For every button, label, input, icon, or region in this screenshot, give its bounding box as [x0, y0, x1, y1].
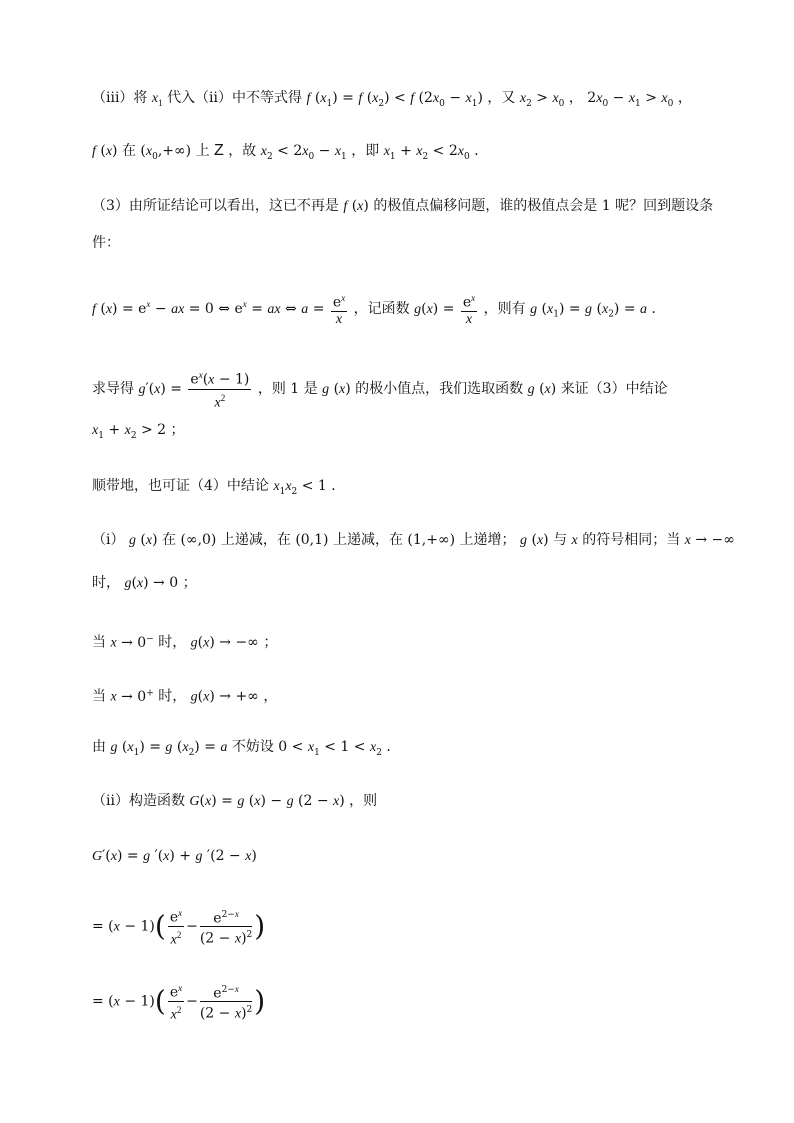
text: ，故	[228, 143, 257, 159]
text: 时，	[158, 634, 187, 651]
text-line-11: 当 x → 0− 时， g(x) → −∞ ；	[92, 634, 278, 651]
fraction: $\frac{e^x}{x}$	[461, 290, 477, 328]
text: 上递增；	[459, 532, 516, 548]
text-line-13: 由 g $(x_1) = g$ $(x_2) = a$ 不妨设 $0 < x_1 < 1 < x_2$ ．	[92, 739, 401, 758]
text-line-3: （3）由所证结论可以看出，这已不再是 f (x) 的极值点偏移问题，谁的极值点会是 1 呢？回到题设条	[92, 198, 714, 214]
text: 当	[92, 634, 106, 651]
text: 在	[162, 532, 176, 548]
text-line-1: （ⅲ）将 $x_1$ 代入（ⅱ）中不等式得 f $(x_1) = f$ $(x_2) < f$ $(2x_0 - x_1)$ ，又 $x_2 > x_0$ ， $2x_0 - x_1 > x_0$ ，	[92, 90, 692, 109]
text: ．	[651, 300, 666, 317]
text: ．	[331, 478, 346, 494]
text-line-8: 顺带地，也可证（4）中结论 $x_1x_2 < 1$ ．	[92, 478, 346, 497]
text: 的符号相同；当	[582, 532, 681, 548]
text-line-9: （ⅰ） g (x) 在 (∞,0) 上递减，在 (0,1) 上递减，在 (1,+∞) 上递增； g (x) 与 x 的符号相同；当 x → −∞	[92, 532, 735, 548]
text: 的极小值点，我们选取函数	[355, 381, 524, 398]
text: ，记函数	[353, 300, 410, 317]
equation-line-16: = (x − 1)( $\frac{e^x}{x^2}$ − $\frac{e^{2-x}}{(2 - x)^2}$ )	[92, 905, 265, 948]
equation-line-17: = (x − 1)( $\frac{e^x}{x^2}$ − $\frac{e^{2-x}}{(2 - x)^2}$ )	[92, 980, 265, 1023]
text: （3）由所证结论可以看出，这已不再是	[92, 198, 339, 214]
fraction: $\frac{e^{2-x}}{(2 - x)^2}$	[200, 981, 252, 1023]
text: 上递减，在	[332, 532, 403, 548]
text: ，则 1 是	[257, 381, 318, 398]
fraction: $\frac{e^x}{x^2}$	[168, 980, 184, 1023]
text: 代入（ⅱ）中不等式得	[167, 90, 303, 106]
text: ，又	[487, 90, 516, 106]
text: 来证（3）中结论	[560, 381, 668, 398]
text: 顺带地，也可证（4）中结论	[92, 478, 269, 494]
text: 不妨设	[231, 739, 274, 755]
text: 件：	[92, 235, 120, 251]
text: ，即	[351, 143, 380, 159]
text: ；	[263, 634, 278, 651]
text: 时，	[92, 575, 120, 591]
fraction: $\frac{e^{2-x}}{(2 - x)^2}$	[200, 906, 252, 948]
increasing-symbol: Z	[214, 142, 224, 159]
text-line-2: f (x) 在 $(x_0,+\infty)$ 上 Z ，故 $x_2 < 2x_0 - x_1$ ，即 $x_1 + x_2 < 2x_0$ ．	[92, 142, 489, 162]
fraction: $\frac{e^x}{x}$	[331, 290, 347, 328]
text-line-4	[92, 233, 120, 253]
text: ，	[568, 90, 583, 106]
text: ，则有	[483, 300, 526, 317]
text: ．	[474, 143, 489, 159]
fraction: $\frac{e^x(x - 1)}{x^2}$	[188, 367, 251, 411]
fraction: $\frac{e^x}{x^2}$	[168, 905, 184, 948]
text-line-14: （ⅱ）构造函数 G(x) = g (x) − g (2 − x) ，则	[92, 793, 378, 809]
text: 在	[121, 143, 136, 159]
text: 上	[195, 143, 210, 159]
text: ；	[182, 575, 197, 591]
text: ，则	[349, 793, 378, 809]
text: 与	[553, 532, 568, 548]
text-line-12: 当 x → 0+ 时， g(x) → +∞ ，	[92, 688, 278, 705]
text: 由	[92, 739, 106, 755]
text: （ⅰ）	[92, 532, 125, 548]
text-line-10: 时， g(x) → 0 ；	[92, 575, 197, 591]
text: 上递减，在	[220, 532, 291, 548]
text: ．	[386, 739, 401, 755]
text-line-7: $x_1 + x_2 > 2$ ；	[92, 422, 185, 441]
text: ；	[170, 422, 185, 438]
text-line-5: f $(x) = e^x$ − ax = 0 ⇔ $e^x$ = ax ⇔ a = $\frac{e^x}{x}$ ，记函数 g(x) = $\frac{e^x}{x}$ ，则有 g $(x_1) = g$ $(x_2) = a$ ．	[92, 290, 665, 328]
text: （ⅲ）将	[92, 90, 148, 106]
text: ，	[263, 688, 278, 705]
text: 求导得	[92, 381, 134, 398]
text: 当	[92, 688, 106, 705]
text-line-6: 求导得 g′(x) = $\frac{e^x(x - 1)}{x^2}$ ，则 1 是 g (x) 的极小值点，我们选取函数 g (x) 来证（3）中结论	[92, 367, 668, 411]
equation-line-15: G′(x) = g ′(x) + g ′(2 − x)	[92, 848, 257, 864]
text: 时，	[158, 688, 187, 705]
text: （ⅱ）构造函数	[92, 793, 185, 809]
text: 的极值点偏移问题，谁的极值点会是 1 呢？回到题设条	[373, 198, 714, 214]
text: ，	[677, 90, 692, 106]
